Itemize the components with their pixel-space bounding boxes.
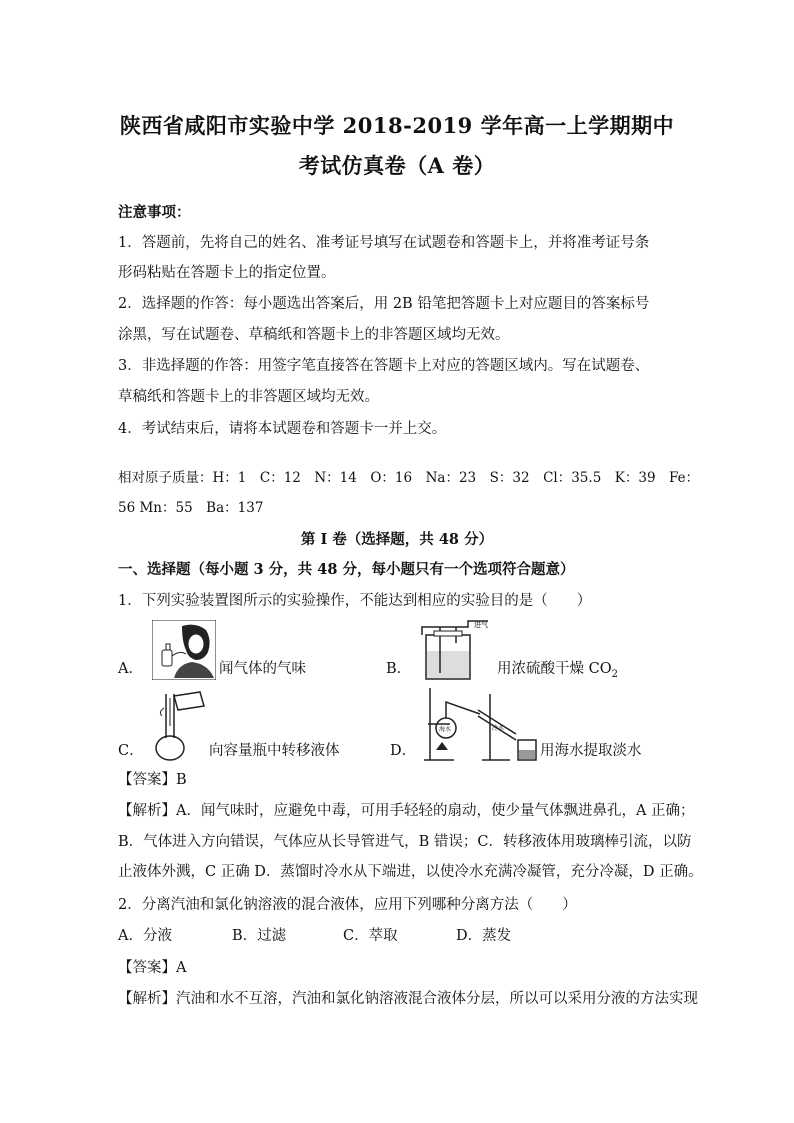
q1-option-c-letter: C． [118,743,144,759]
q1-option-c-text: 向容量瓶中转移液体 [209,743,340,759]
q1-option-d-text: 用海水提取淡水 [540,743,642,759]
part-title: 第 I 卷（选择题，共 48 分） [300,531,494,548]
q1-option-b-text: 用浓硫酸干燥 $CO_2$ [497,661,618,680]
exam-title-line2: 考试仿真卷（A 卷） [298,153,496,178]
notes-line: 涂黑，写在试题卷、草稿纸和答题卡上的非答题区域均无效。 [118,327,510,343]
smelling-gas-illustration [152,620,216,680]
q2-option: D．蒸发 [456,928,512,944]
notes-line: 2．选择题的作答：每小题选出答案后，用 2B 铅笔把答题卡上对应题目的答案标号 [118,296,650,312]
q1-analysis-line: 【解析】A．闻气味时，应避免中毒，可用手轻轻的扇动，使少量气体飘进鼻孔，A 正确； [118,803,695,819]
q2-stem: 2．分离汽油和氯化钠溶液的混合液体，应用下列哪种分离方法（ ） [118,897,577,913]
q1-analysis-line: B．气体进入方向错误，气体应从长导管进气，B 错误；C．转移液体用玻璃棒引流，以防 [118,834,692,850]
q1-option-a-letter: A． [118,661,143,677]
q1-stem: 1．下列实验装置图所示的实验操作，不能达到相应的实验目的是（ ） [118,593,592,609]
notes-line: 草稿纸和答题卡上的非答题区域均无效。 [118,389,379,405]
notes-line: 1．答题前，先将自己的姓名、准考证号填写在试题卷和答题卡上，并将准考证号条 [118,235,650,251]
volumetric-flask-illustration [150,686,210,762]
q1-answer: 【答案】B [118,772,187,788]
atomic-mass-line1: 相对原子质量：H：1 C：12 N：14 O：16 Na：23 S：32 Cl：35.5 K：39 Fe： [118,470,700,486]
notes-line: 形码粘贴在答题卡上的指定位置。 [118,265,336,281]
q1-option-d-letter: D． [390,743,417,759]
q1-option-a-text: 闻气体的气味 [219,661,306,677]
q2-option: A．分液 [118,928,172,944]
notes-line: 4．考试结束后，请将本试题卷和答题卡一并上交。 [118,421,447,437]
atomic-mass-line2: 56 Mn：55 Ba：137 [118,500,264,516]
q1-analysis-line: 止液体外溅，C 正确 D．蒸馏时冷水从下端进，以使冷水充满冷凝管，充分冷凝，D 正确。 [118,864,703,880]
exam-title-line1: 陕西省咸阳市实验中学 2018-2019 学年高一上学期期中 [119,113,675,138]
q1-option-b-letter: B． [386,661,412,677]
notes-heading: 注意事项： [118,204,191,221]
section-heading: 一、选择题（每小题 3 分，共 48 分，每小题只有一个选项符合题意） [118,561,575,578]
seawater-label: 海水 [439,726,452,733]
notes-line: 3．非选择题的作答：用签字笔直接答在答题卡上对应的答题区域内。写在试题卷、 [118,358,650,374]
inlet-label: 进气 [474,621,488,629]
gas-washing-bottle-illustration [418,617,496,681]
q2-analysis: 【解析】汽油和水不互溶，汽油和氯化钠溶液混合液体分层，所以可以采用分液的方法实现 [118,991,698,1007]
distillation-apparatus-illustration [420,684,540,764]
cold-water-label: 冷水 [492,725,505,732]
q2-option: B．过滤 [232,928,287,944]
q2-option: C．萃取 [343,928,398,944]
q2-answer: 【答案】A [118,960,187,976]
